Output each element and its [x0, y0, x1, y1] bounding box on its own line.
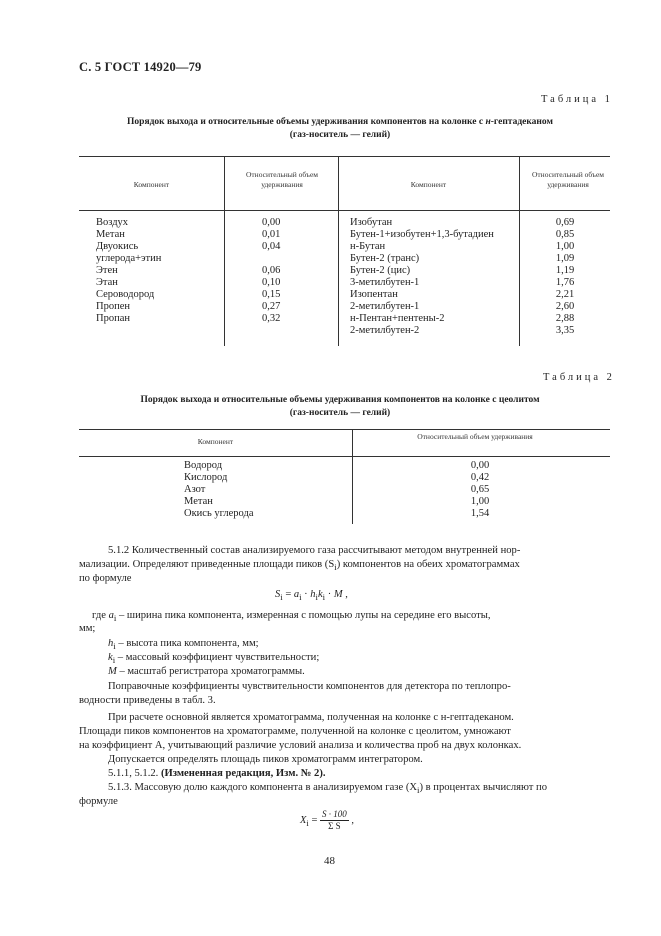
table2-label: Таблица 2 [543, 372, 615, 383]
table2-values [455, 460, 505, 520]
where-line: $k_i$ – массовый коэффициент чувствительности; [108, 652, 320, 666]
cell: 2,60 [555, 301, 575, 312]
paragraph-line: Поправочные коэффициенты чувствительности компонентов для детектора по теплопро- [108, 681, 511, 692]
cell: Пропан [96, 313, 130, 324]
paragraph-line: по формуле [79, 573, 132, 584]
paragraph-line: При расчете основной является хроматограмма, полученная на колонке с н-гептадеканом. [108, 712, 514, 723]
table1-left-names [96, 217, 161, 325]
cell: Бутен-2 (транс) [350, 253, 420, 264]
cell: Метан [184, 496, 213, 507]
paragraph-line: на коэффициент А, учитывающий различие условий анализа и количества проб на двух колонках. [79, 740, 522, 751]
formula-mass-fraction: $X_i$ = $\frac{S \cdot 100}{\text{Σ S}}$ , [300, 809, 355, 831]
table2-top-rule [79, 429, 610, 430]
cell: Воздух [96, 217, 129, 228]
table2-header-rule [79, 456, 610, 457]
table2-caption: Порядок выхода и относительные объемы удерживания компонентов на колонке с цеолитом (газ-носитель — гелий) [140, 395, 540, 418]
cell: Изобутан [350, 217, 393, 228]
cell: 2,21 [555, 289, 575, 300]
cell: 2-метилбутен-2 [350, 325, 420, 336]
table1-left-values [262, 217, 280, 325]
amendment-note: 5.1.1, 5.1.2. (Измененная редакция, Изм. № 2). [108, 768, 326, 779]
cell: 0,00 [470, 460, 490, 471]
cell: углерода+этин [96, 253, 162, 264]
cell: 1,19 [555, 265, 575, 276]
cell: Этан [96, 277, 118, 288]
cell: Двуокись [96, 241, 139, 252]
paragraph-line: водности приведены в табл. 3. [79, 695, 216, 706]
page-number: 48 [324, 855, 335, 867]
cell: 0,00 [262, 217, 281, 228]
table1-header-volume: Относительный объем удерживания [245, 170, 319, 189]
table2-names [184, 460, 254, 520]
table1-col-divider [224, 156, 225, 346]
table1-header-component: Компонент [410, 180, 447, 189]
cell: 3,35 [555, 325, 575, 336]
cell: 0,69 [555, 217, 575, 228]
cell: 3-метилбутен-1 [350, 277, 420, 288]
cell: 1,76 [555, 277, 575, 288]
cell: 1,00 [555, 241, 575, 252]
where-line: M – масштаб регистратора хроматограммы. [108, 666, 305, 677]
cell: Изопентан [350, 289, 398, 300]
cell: 2,88 [555, 313, 575, 324]
paragraph-line: 5.1.3. Массовую долю каждого компонента в анализируемом газе $(X_i)$ в процентах вычисляют по [108, 782, 548, 796]
paragraph-line: Площади пиков компонентов на хроматограмме, полученной на колонке с цеолитом, умножают [79, 726, 511, 737]
cell: Азот [184, 484, 206, 495]
table1-caption: Порядок выхода и относительные объемы удерживания компонентов на колонке с н-гептадеканом (газ-носитель — гелий) [127, 117, 553, 140]
where-line: мм; [79, 623, 96, 634]
cell: 0,85 [555, 229, 575, 240]
cell: 0,06 [262, 265, 281, 276]
cell: 0,15 [262, 289, 281, 300]
paragraph-line: мализации. Определяют приведенные площади пиков $(S_i)$ компонентов на обеих хроматограммах [79, 559, 520, 573]
paragraph-line: Допускается определять площадь пиков хроматограмм интегратором. [108, 754, 423, 765]
table2-header-component: Компонент [197, 437, 234, 446]
cell: 0,04 [262, 241, 281, 252]
paragraph-line: формуле [79, 796, 118, 807]
cell: Этен [96, 265, 118, 276]
table1-top-rule [79, 156, 610, 157]
cell: Водород [184, 460, 223, 471]
cell: Кислород [184, 472, 228, 483]
cell: 1,09 [555, 253, 575, 264]
cell: 2-метилбутен-1 [350, 301, 420, 312]
cell: 1,00 [470, 496, 490, 507]
table1-header-rule [79, 210, 610, 211]
table1-col-divider [519, 156, 520, 346]
where-line: $h_i$ – высота пика компонента, мм; [108, 638, 259, 652]
page-header: С. 5 ГОСТ 14920—79 [79, 60, 202, 74]
cell: Бутен-2 (цис) [350, 265, 411, 276]
cell: 0,10 [262, 277, 281, 288]
cell [262, 253, 280, 265]
paragraph-line: 5.1.2 Количественный состав анализируемого газа рассчитывают методом внутренней нор- [108, 545, 521, 556]
cell: Сероводород [96, 289, 155, 300]
table1-header-volume: Относительный объем удерживания [531, 170, 605, 189]
cell: Бутен-1+изобутен+1,3-бутадиен [350, 229, 494, 240]
cell: Окись углерода [184, 508, 254, 519]
cell: Пропен [96, 301, 130, 312]
cell: 0,65 [470, 484, 490, 495]
cell: 0,32 [262, 313, 281, 324]
cell: Метан [96, 229, 125, 240]
table2-col-divider [352, 429, 353, 524]
where-line: где $a_i$ – ширина пика компонента, измеренная с помощью лупы на середине его высоты, [92, 610, 491, 624]
formula-area: $S_i = a_i \cdot h_ik_i \cdot M$ , [275, 589, 348, 603]
table1-right-values [540, 217, 590, 337]
cell: н-Пентан+пентены-2 [350, 313, 445, 324]
cell: н-Бутан [350, 241, 386, 252]
cell: 0,42 [470, 472, 490, 483]
cell: 0,27 [262, 301, 281, 312]
table1-header-component: Компонент [133, 180, 170, 189]
cell: 1,54 [470, 508, 490, 519]
table1-right-names [350, 217, 494, 337]
table1-label: Таблица 1 [541, 94, 613, 105]
table2-header-volume: Относительный объем удерживания [417, 432, 533, 441]
cell: 0,01 [262, 229, 281, 240]
